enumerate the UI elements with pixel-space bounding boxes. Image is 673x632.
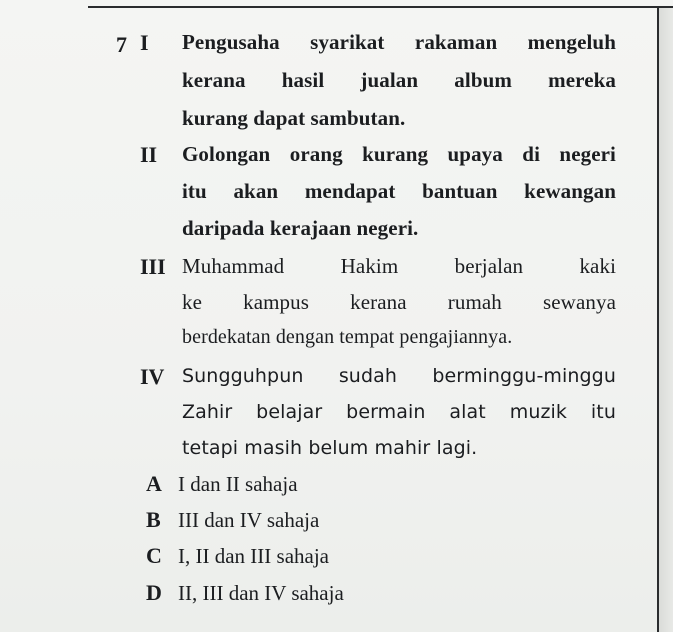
statement-numeral: IV	[140, 364, 165, 389]
option-text: I, II dan III sahaja	[178, 544, 329, 568]
statement-line: tetapi masih belum mahir lagi.	[182, 437, 478, 459]
statement-line: ke kampus kerana rumah sewanya	[182, 290, 616, 314]
option-text: II, III dan IV sahaja	[178, 581, 344, 605]
option-b[interactable]	[146, 507, 319, 533]
statement-line: kurang dapat sambutan.	[182, 106, 406, 130]
option-c[interactable]	[146, 543, 329, 569]
option-letter: C	[146, 543, 162, 568]
statement-numeral: II	[140, 142, 158, 167]
top-border-line	[88, 6, 673, 8]
statement-line: berdekatan dengan tempat pengajiannya.	[182, 326, 513, 348]
statement-numeral: I	[140, 30, 149, 55]
page-edge-shadow	[659, 8, 673, 632]
statement-line: Sungguhpun sudah berminggu-minggu	[182, 365, 616, 387]
statement-line: Pengusaha syarikat rakaman mengeluh	[182, 30, 616, 54]
option-text: I dan II sahaja	[178, 472, 298, 496]
statement-line: kerana hasil jualan album mereka	[182, 68, 616, 92]
option-letter: B	[146, 507, 161, 532]
statement-numeral: III	[140, 254, 166, 279]
statement-line: Golongan orang kurang upaya di negeri	[182, 142, 616, 166]
option-letter: D	[146, 580, 162, 605]
option-text: III dan IV sahaja	[178, 508, 320, 532]
statement-line: Zahir belajar bermain alat muzik itu	[182, 401, 616, 423]
statement-line: itu akan mendapat bantuan kewangan	[182, 179, 616, 203]
question-number: 7	[116, 32, 127, 57]
option-letter: A	[146, 471, 162, 496]
statement-line: Muhammad Hakim berjalan kaki	[182, 254, 616, 278]
option-a[interactable]	[146, 471, 298, 497]
option-d[interactable]	[146, 580, 344, 606]
statement-line: daripada kerajaan negeri.	[182, 216, 419, 240]
